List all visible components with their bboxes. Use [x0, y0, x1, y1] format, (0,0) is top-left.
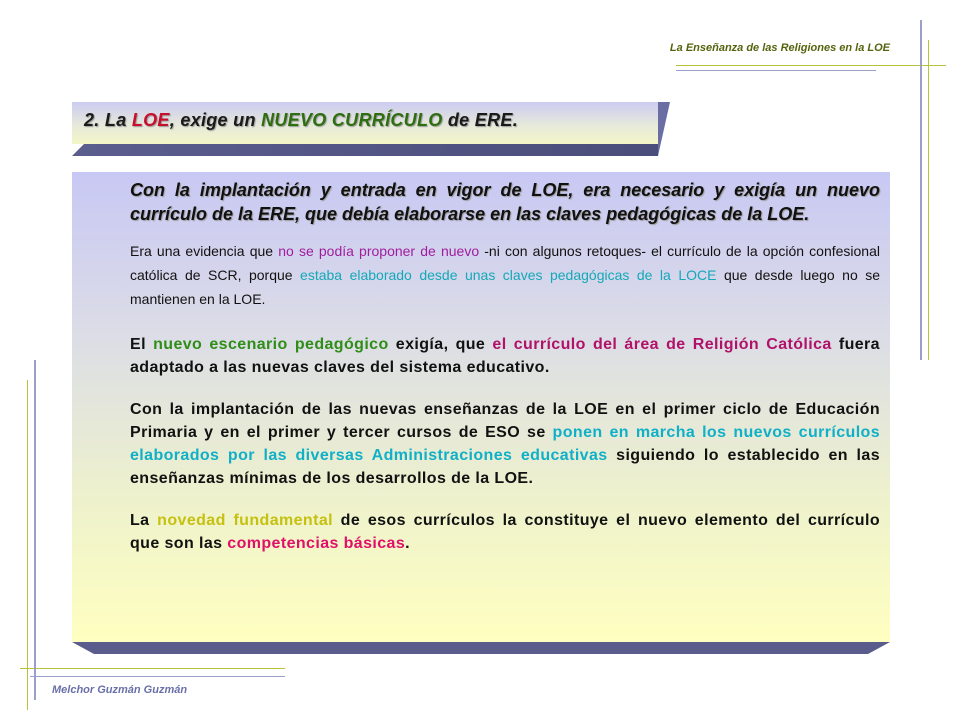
- paragraph-implantacion: [130, 398, 880, 490]
- p2-text-c: -ni con algunos retoques- el currículo de la opción confesional católica de SCR, porque: [130, 243, 880, 283]
- top-right-divider-blue: [676, 70, 876, 71]
- paragraph-escenario: [130, 333, 880, 379]
- top-right-vertical-blue: [920, 20, 922, 360]
- p2-text-a: Era una evidencia que: [130, 243, 279, 259]
- heading-shadow-side: [658, 102, 670, 156]
- heading-suffix: de ERE.: [442, 110, 518, 130]
- p4-highlight-cyan: ponen en marcha los nuevos currículos elaborados por las diversas Administraciones educativas: [130, 424, 881, 464]
- content-shadow-bottom: [72, 642, 890, 654]
- p2-highlight-purple: no se podía proponer de nuevo: [278, 243, 480, 259]
- intro-paragraph: Con la implantación y entrada en vigor de LOE, era necesario y exigía un nuevo currículo de la ERE, que debía elaborarse en las claves pedagógicas de la LOE.: [130, 180, 880, 224]
- p5-highlight-pink: competencias básicas: [227, 535, 406, 552]
- p5-text-c: de esos currículos la constituye el nuevo elemento del currículo que son las: [130, 512, 880, 552]
- p4-text-a: Con la implantación de las nuevas enseñanzas de la LOE en el primer ciclo de Educación Primaria y en el primer y tercer cursos de ESO se: [130, 401, 880, 441]
- top-right-vertical-green: [928, 40, 929, 360]
- p3-text-c: exigía, que: [388, 336, 493, 353]
- p5-text-a: La: [130, 512, 158, 529]
- p2-highlight-teal: estaba elaborado desde unas claves pedagógicas de la LOCE: [300, 267, 717, 283]
- top-right-divider-green: [676, 65, 946, 66]
- p5-text-e: .: [405, 535, 411, 552]
- p3-text-a: El: [130, 336, 154, 353]
- slide-body: [130, 178, 880, 555]
- slide-heading: [84, 110, 518, 131]
- p3-highlight-green: nuevo escenario pedagógico: [153, 336, 389, 353]
- bottom-left-vertical-blue: [34, 360, 36, 700]
- p5-highlight-olive: novedad fundamental: [157, 512, 333, 529]
- bottom-left-divider-green: [20, 668, 285, 669]
- heading-shadow-bottom: [72, 144, 670, 156]
- p4-text-c: siguiendo lo establecido en las enseñanzas mínimas de los desarrollos de la LOE.: [130, 447, 880, 487]
- bottom-left-divider-blue: [30, 676, 285, 677]
- slide-heading-box: [72, 102, 670, 156]
- heading-nuevo-curriculo: NUEVO CURRÍCULO: [261, 110, 443, 130]
- author-footer: Melchor Guzmán Guzmán: [52, 684, 188, 696]
- p2-text-e: que desde luego no se mantienen en la LOE.: [130, 267, 881, 307]
- heading-loe: LOE: [131, 110, 170, 130]
- p3-text-e: fuera adaptado a las nuevas claves del sistema educativo.: [130, 336, 880, 376]
- presentation-title: La Enseñanza de las Religiones en la LOE: [669, 42, 890, 54]
- paragraph-novedad: [130, 509, 880, 555]
- paragraph-evidencia: [130, 239, 880, 311]
- bottom-left-vertical-green: [27, 380, 28, 710]
- heading-prefix: 2. La: [84, 110, 132, 130]
- p3-highlight-magenta: el currículo del área de Religión Católica: [492, 336, 832, 353]
- heading-mid: , exige un: [169, 110, 262, 130]
